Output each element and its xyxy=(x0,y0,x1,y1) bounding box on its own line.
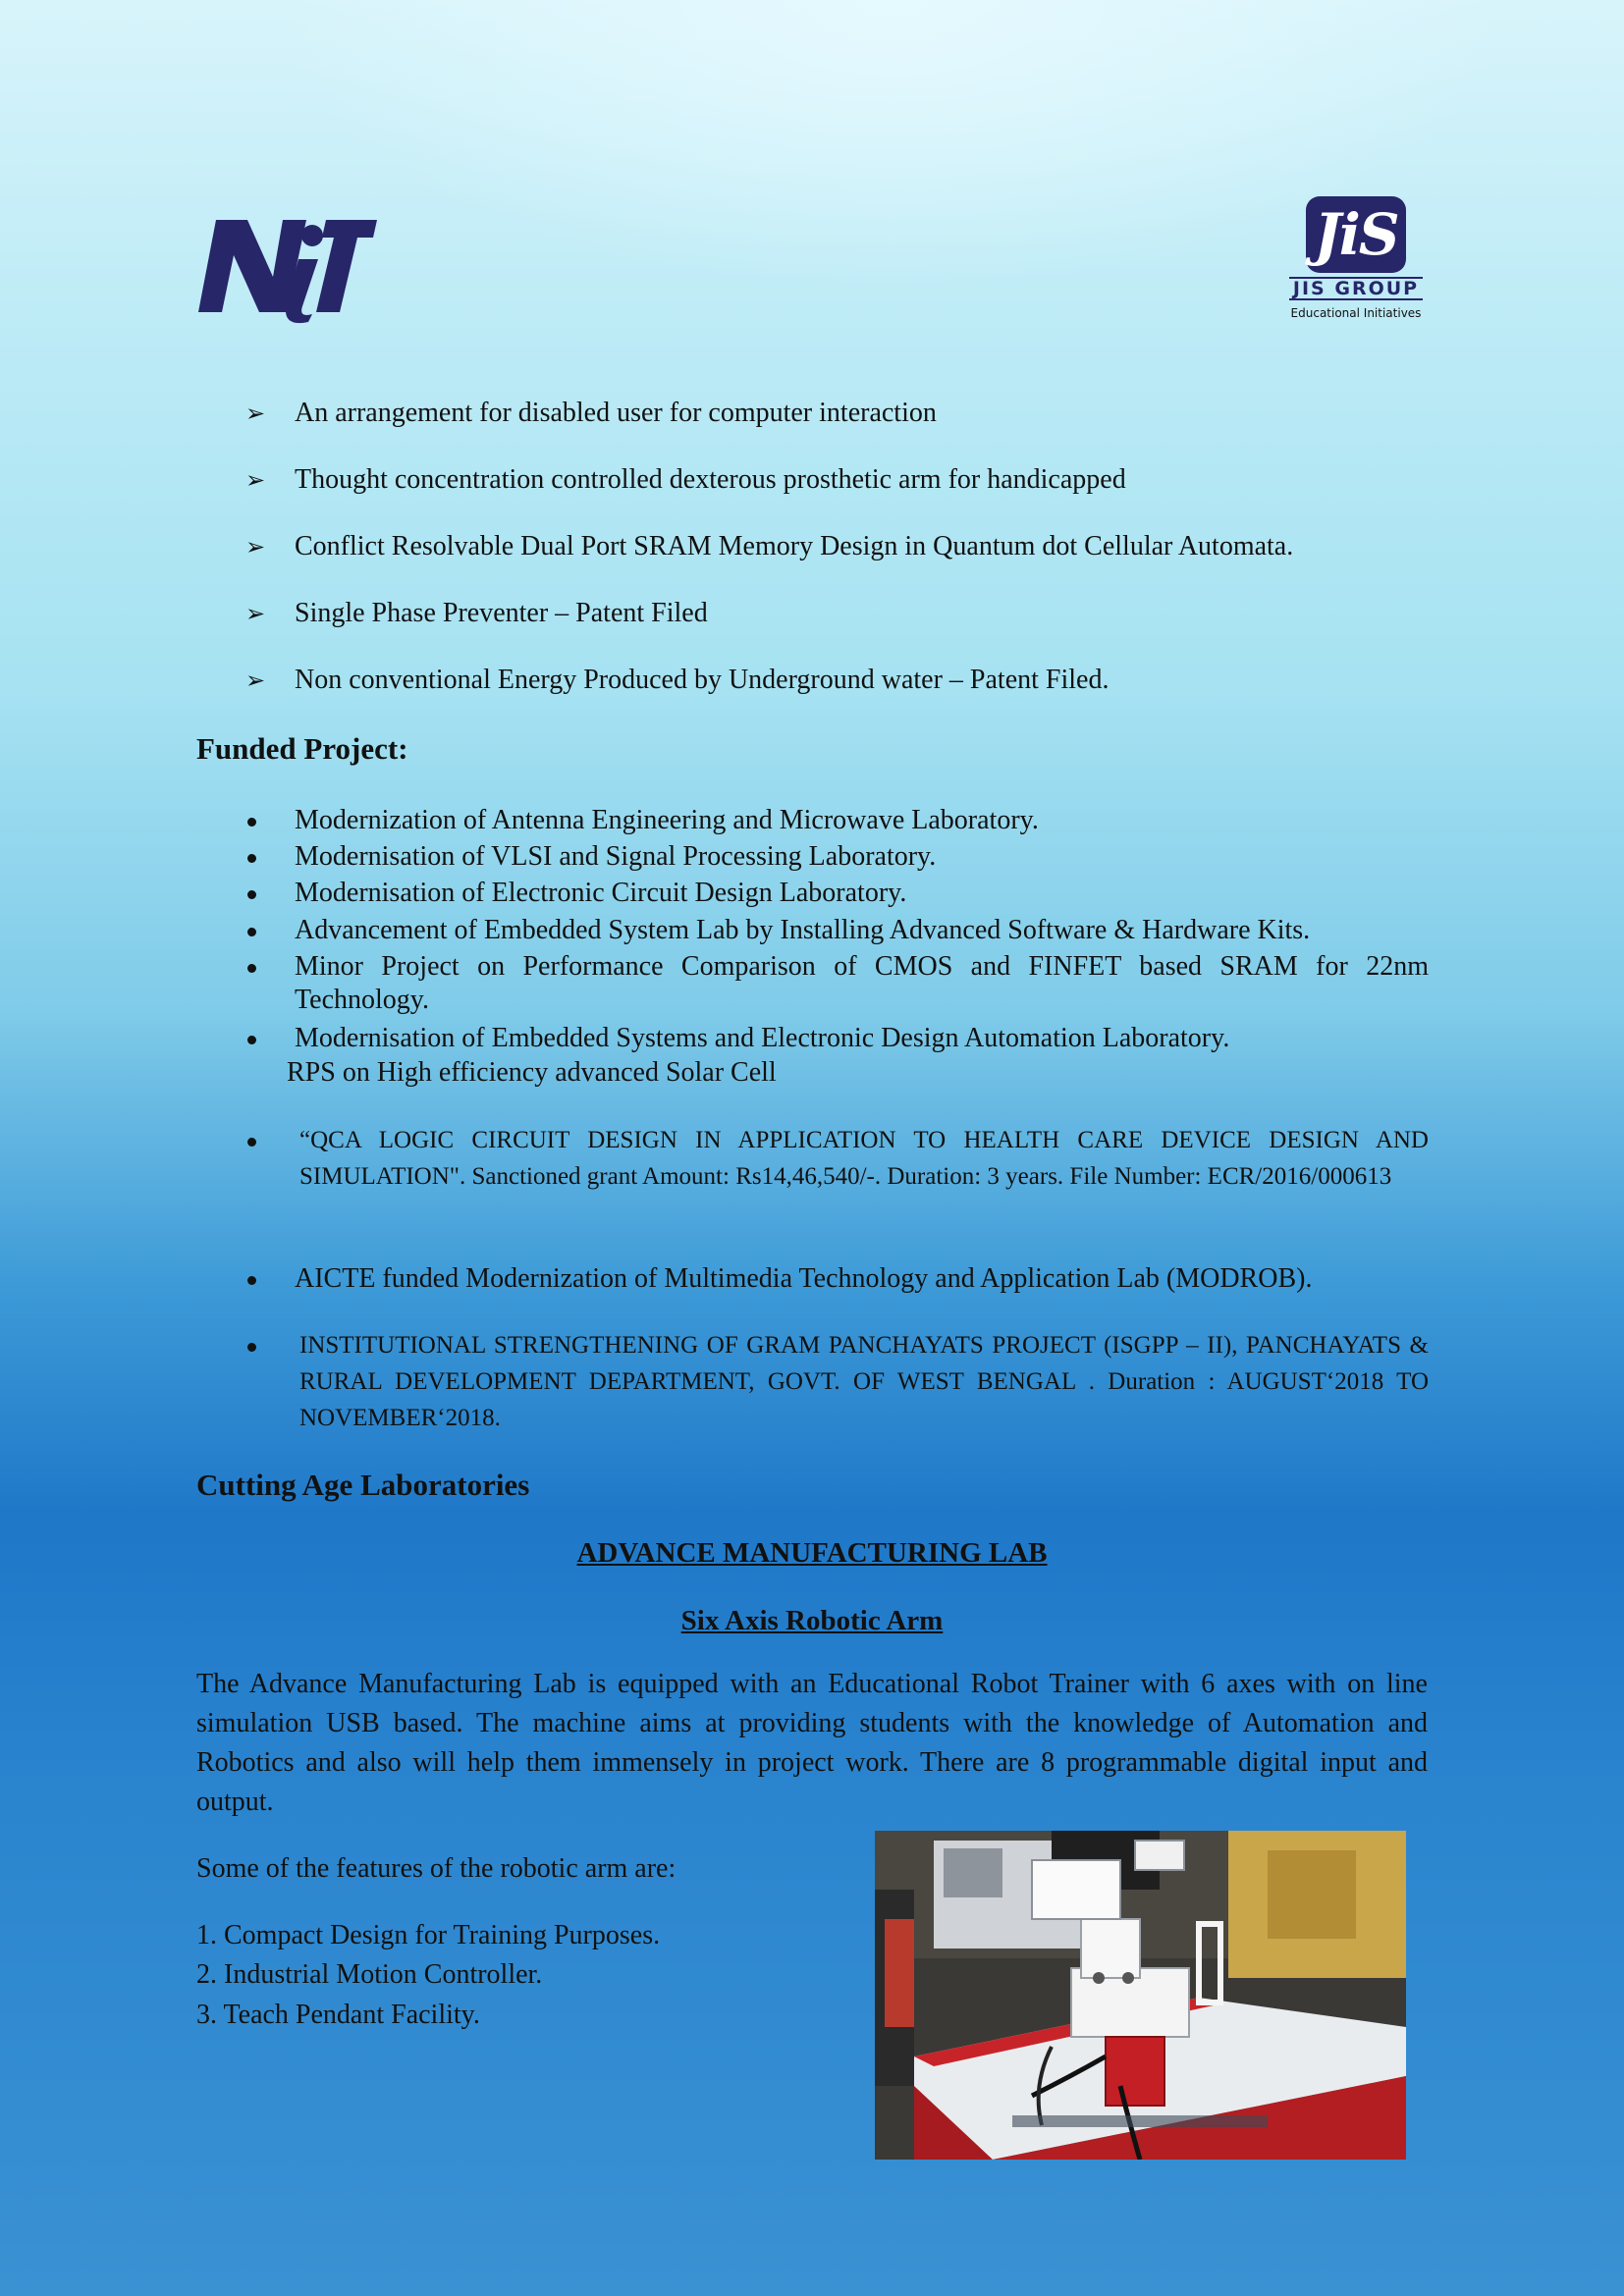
arrow-bullet-icon: ➢ xyxy=(245,533,266,561)
bullet-dot-icon xyxy=(247,1036,256,1044)
arrow-bullet-icon: ➢ xyxy=(245,400,266,427)
arrow-list-item xyxy=(245,530,1293,563)
isgpp-project-item: INSTITUTIONAL STRENGTHENING OF GRAM PANCHAYATS PROJECT (ISGPP – II), PANCHAYATS & RURAL DEVELOPMENT DEPARTMENT, GOVT. OF WEST BENGAL . Duration : AUGUST‘2018 TO NOVEMBER‘2018. xyxy=(245,1327,1429,1436)
feature-item: 3. Teach Pendant Facility. xyxy=(196,2000,480,2030)
funded-list-item: Advancement of Embedded System Lab by Installing Advanced Software & Hardware Kits. xyxy=(245,914,1429,947)
arrow-item-text: Non conventional Energy Produced by Underground water – Patent Filed. xyxy=(295,665,1110,695)
funded-list-item: Modernisation of VLSI and Signal Processing Laboratory. xyxy=(245,840,1429,874)
arrow-item-text: Single Phase Preventer – Patent Filed xyxy=(295,598,708,628)
features-intro: Some of the features of the robotic arm are: xyxy=(196,1853,677,1884)
arrow-item-text: An arrangement for disabled user for computer interaction xyxy=(295,398,937,428)
funded-list-item: Minor Project on Performance Comparison of CMOS and FINFET based SRAM for 22nm Technology. xyxy=(245,950,1429,1017)
arrow-bullet-icon: ➢ xyxy=(245,667,266,694)
bullet-dot-icon xyxy=(247,1138,256,1147)
arrow-list-item xyxy=(245,463,1126,497)
rps-line: RPS on High efficiency advanced Solar Cell xyxy=(287,1057,777,1088)
bullet-dot-icon xyxy=(247,890,256,899)
lab-subtitle: Six Axis Robotic Arm xyxy=(680,1605,944,1636)
bullet-dot-icon xyxy=(247,1343,256,1352)
arrow-list-item xyxy=(245,664,1109,697)
bullet-dot-icon xyxy=(247,964,256,973)
nit-logo xyxy=(196,208,377,324)
funded-list-item: Modernisation of Electronic Circuit Design Laboratory. xyxy=(245,877,1429,910)
arrow-bullet-icon: ➢ xyxy=(245,466,266,494)
funded-list-item: Modernisation of Embedded Systems and Electronic Design Automation Laboratory. xyxy=(245,1022,1429,1055)
lab-title: ADVANCE MANUFACTURING LAB xyxy=(576,1537,1048,1569)
bullet-dot-icon xyxy=(247,818,256,827)
jis-group-logo xyxy=(1284,196,1428,328)
funded-list-item: Modernization of Antenna Engineering and Microwave Laboratory. xyxy=(245,804,1429,837)
jis-group-wordmark: JIS GROUP xyxy=(1289,277,1423,300)
arrow-item-text: Conflict Resolvable Dual Port SRAM Memory Design in Quantum dot Cellular Automata. xyxy=(295,531,1294,561)
arrow-bullet-icon: ➢ xyxy=(245,600,266,627)
bullet-dot-icon xyxy=(247,928,256,936)
robotic-arm-illustration xyxy=(875,1831,1406,2160)
arrow-list-item xyxy=(245,597,708,630)
funded-project-heading: Funded Project: xyxy=(196,731,408,766)
robotic-arm-photo xyxy=(875,1831,1406,2160)
qca-project-item: “QCA LOGIC CIRCUIT DESIGN IN APPLICATION TO HEALTH CARE DEVICE DESIGN AND SIMULATION". Sanctioned grant Amount: Rs14,46,540/-. Duration: 3 years. File Number: ECR/2016/000613 xyxy=(245,1122,1429,1195)
feature-item: 2. Industrial Motion Controller. xyxy=(196,1959,543,1990)
lab-description: The Advance Manufacturing Lab is equipped with an Educational Robot Trainer with 6 axes with on line simulation USB based. The machine aims at providing students with the knowledge of Automation and Robotics and also will help them immensely in project work. There are 8 programmable digital input and output. xyxy=(196,1669,1428,1817)
laboratories-heading: Cutting Age Laboratories xyxy=(196,1468,530,1502)
feature-item: 1. Compact Design for Training Purposes. xyxy=(196,1920,661,1950)
nit-logo-mark xyxy=(196,208,377,324)
arrow-list-item xyxy=(245,397,937,430)
bullet-dot-icon xyxy=(247,1276,256,1285)
bullet-dot-icon xyxy=(247,854,256,863)
jis-tagline: Educational Initiatives xyxy=(1290,306,1422,320)
aicte-project-item: AICTE funded Modernization of Multimedia Technology and Application Lab (MODROB). xyxy=(245,1262,1429,1296)
jis-badge: JiS xyxy=(1306,196,1406,273)
arrow-item-text: Thought concentration controlled dexterous prosthetic arm for handicapped xyxy=(295,464,1126,495)
